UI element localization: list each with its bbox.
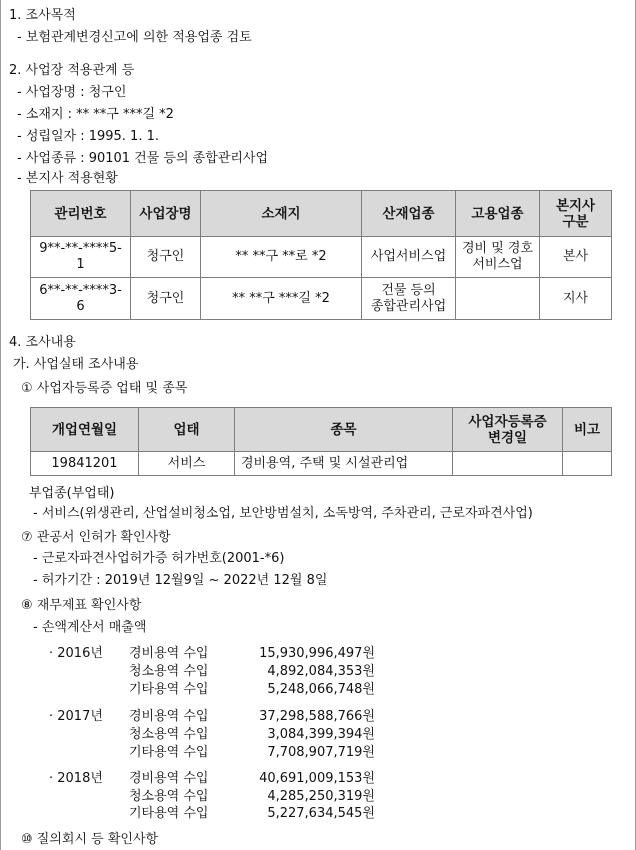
revenue-item-label: 기타용역 수입 xyxy=(129,682,209,697)
revenue-item-label: 청소용역 수입 xyxy=(129,727,209,742)
section-4-title: 4. 조사내용 xyxy=(9,335,76,350)
table-cell: ** **구 ***길 *2 xyxy=(201,278,362,320)
table-cell xyxy=(563,452,612,476)
revenue-item-label: 기타용역 수입 xyxy=(129,806,209,821)
table-header-cell: 사업장명 xyxy=(131,191,201,237)
table-cell: 서비스 xyxy=(139,452,235,476)
table-cell: 19841201 xyxy=(31,452,139,476)
point-7-item: - 근로자파견사업허가증 허가번호(2001-*6) xyxy=(33,551,285,566)
section-2-item: - 소재지 : ** **구 ***길 *2 xyxy=(17,107,174,122)
table-header-cell: 개업연월일 xyxy=(31,408,139,452)
table-cell: 경비용역, 주택 및 시설관리업 xyxy=(235,452,453,476)
revenue-item-amount: 15,930,996,497원 xyxy=(259,646,375,661)
table-header-cell: 종목 xyxy=(235,408,453,452)
table-cell: 경비 및 경호 서비스업 xyxy=(456,237,540,278)
table-cell xyxy=(456,278,540,320)
point-10: ⑩ 질의회시 등 확인사항 xyxy=(21,832,159,847)
revenue-item-amount: 7,708,907,719원 xyxy=(267,745,375,760)
table-header-cell: 관리번호 xyxy=(31,191,131,237)
business-registration-table xyxy=(30,407,612,476)
section-4-subtitle: 가. 사업실태 조사내용 xyxy=(13,357,139,372)
table-header-row xyxy=(31,191,612,237)
revenue-item-amount: 37,298,588,766원 xyxy=(259,709,375,724)
branch-status-table xyxy=(30,190,612,320)
revenue-item-amount: 4,285,250,319원 xyxy=(267,789,375,804)
table-header-cell: 소재지 xyxy=(201,191,362,237)
revenue-year: · 2016년 xyxy=(49,646,103,661)
revenue-item-label: 경비용역 수입 xyxy=(129,709,209,724)
table-header-cell: 고용업종 xyxy=(456,191,540,237)
revenue-item-label: 경비용역 수입 xyxy=(129,646,209,661)
table-header-cell: 비고 xyxy=(563,408,612,452)
section-2-item: - 사업장명 : 청구인 xyxy=(17,85,127,100)
table-cell: 청구인 xyxy=(131,237,201,278)
revenue-item-label: 청소용역 수입 xyxy=(129,789,209,804)
table-cell: 9**-**-****5- 1 xyxy=(31,237,131,278)
section-1-title: 1. 조사목적 xyxy=(9,8,76,23)
table-row xyxy=(31,452,612,476)
table-cell: 청구인 xyxy=(131,278,201,320)
table-header-cell: 산재업종 xyxy=(362,191,456,237)
revenue-item-label: 기타용역 수입 xyxy=(129,745,209,760)
revenue-item-label: 경비용역 수입 xyxy=(129,771,209,786)
section-1-item: - 보험관계변경신고에 의한 적용업종 검토 xyxy=(17,30,252,45)
section-2-item: - 성립일자 : 1995. 1. 1. xyxy=(17,129,159,144)
side-business-title: 부업종(부업태) xyxy=(29,486,115,501)
revenue-year: · 2017년 xyxy=(49,709,103,724)
revenue-year: · 2018년 xyxy=(49,771,103,786)
table-cell: 건물 등의 종합관리사업 xyxy=(362,278,456,320)
table-cell: 사업서비스업 xyxy=(362,237,456,278)
side-business-item: - 서비스(위생관리, 산업설비청소업, 보안방범설치, 소독방역, 주차관리, 근로자파견사업) xyxy=(33,506,533,521)
point-1: ① 사업자등록증 업태 및 종목 xyxy=(21,381,188,396)
table-cell: ** **구 **로 *2 xyxy=(201,237,362,278)
revenue-item-amount: 3,084,399,394원 xyxy=(267,727,375,742)
section-2-item: - 본지사 적용현황 xyxy=(17,171,118,186)
table-cell: 6**-**-****3- 6 xyxy=(31,278,131,320)
table-row xyxy=(31,278,612,320)
point-7: ⑦ 관공서 인허가 확인사항 xyxy=(21,530,171,545)
revenue-item-amount: 40,691,009,153원 xyxy=(259,771,375,786)
table-row xyxy=(31,237,612,278)
table-cell xyxy=(453,452,563,476)
revenue-item-amount: 5,227,634,545원 xyxy=(267,806,375,821)
point-8: ⑧ 재무제표 확인사항 xyxy=(21,598,142,613)
table-cell: 지사 xyxy=(540,278,612,320)
table-header-cell: 본지사 구분 xyxy=(540,191,612,237)
section-2-title: 2. 사업장 적용관계 등 xyxy=(9,63,135,78)
table-header-cell: 사업자등록증 변경일 xyxy=(453,408,563,452)
revenue-item-amount: 4,892,084,353원 xyxy=(267,664,375,679)
section-2-item: - 사업종류 : 90101 건물 등의 종합관리사업 xyxy=(17,151,269,166)
point-8-item: - 손액계산서 매출액 xyxy=(33,620,147,635)
revenue-item-amount: 5,248,066,748원 xyxy=(267,682,375,697)
point-7-item: - 허가기간 : 2019년 12월9일 ~ 2022년 12월 8일 xyxy=(33,573,328,588)
table-header-row xyxy=(31,408,612,452)
table-header-cell: 업태 xyxy=(139,408,235,452)
table-cell: 본사 xyxy=(540,237,612,278)
revenue-item-label: 청소용역 수입 xyxy=(129,664,209,679)
